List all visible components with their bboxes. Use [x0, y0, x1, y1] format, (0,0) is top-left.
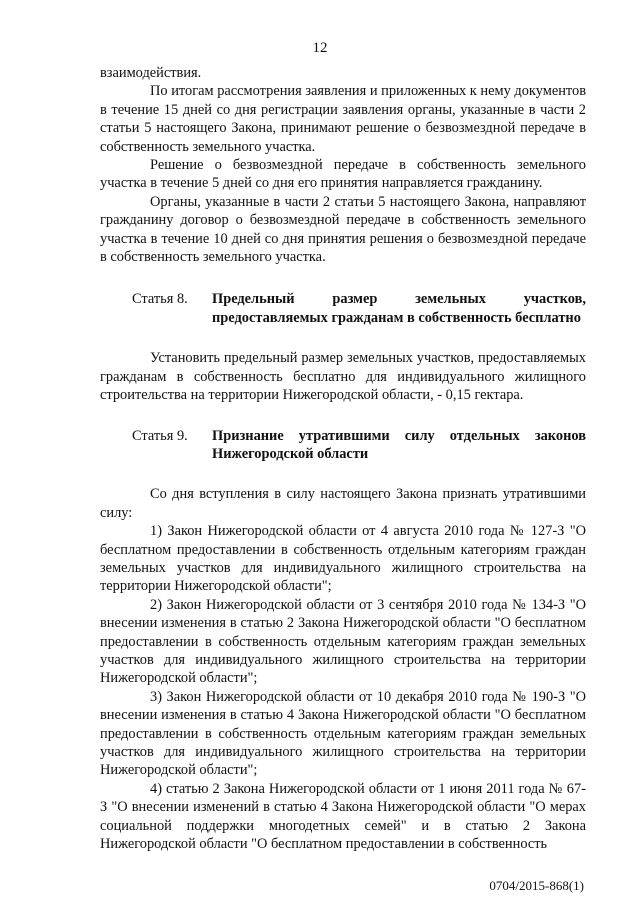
page-number: 12 — [312, 40, 328, 56]
list-item: 3) Закон Нижегородской области от 10 декабря 2010 года № 190-З "О внесении изменения в статью 4 Закона Нижегородской области "О бесплатном предоставлении в собственность отдельным категориям граждан земельных участков для индивидуального жилищного строительства на территории Нижегородской области"; — [100, 688, 586, 779]
paragraph: Решение о безвозмездной передаче в собственность земельного участка в течение 5 дней со дня его принятия направляется гражданину. — [100, 157, 586, 192]
document-body — [100, 64, 586, 853]
article-label: Статья 8. — [132, 291, 188, 308]
article-title: Предельный размер земельных участков, предоставляемых гражданам в собственность бесплатно — [212, 291, 586, 326]
paragraph: Установить предельный размер земельных участков, предоставляемых гражданам в собственность бесплатно для индивидуального жилищного строительства на территории Нижегородской области, - 0,15 гектара. — [100, 350, 586, 404]
paragraph: По итогам рассмотрения заявления и приложенных к нему документов в течение 15 дней со дня регистрации заявления органы, указанные в части 2 статьи 5 настоящего Закона, принимают решение о безвозмездной передаче в собственность земельного участка. — [100, 83, 586, 155]
list-item: 2) Закон Нижегородской области от 3 сентября 2010 года № 134-З "О внесении изменения в статью 2 Закона Нижегородской области "О бесплатном предоставлении в собственность отдельным категориям граждан земельных участков для индивидуального жилищного строительства на территории Нижегородской области"; — [100, 596, 586, 687]
paragraph: Со дня вступления в силу настоящего Закона признать утратившими силу: — [100, 486, 586, 521]
article-label: Статья 9. — [132, 427, 188, 444]
article-title: Признание утратившими силу отдельных законов Нижегородской области — [212, 427, 586, 462]
paragraph: Органы, указанные в части 2 статьи 5 настоящего Закона, направляют гражданину договор о безвозмездной передаче в собственность земельного участка в течение 10 дней со дня принятия решения о безвозмездной передаче в собственность земельного участка. — [100, 193, 586, 266]
article-9-heading — [100, 427, 586, 464]
list-item: 4) статью 2 Закона Нижегородской области от 1 июня 2011 года № 67-З "О внесении изменений в статью 4 Закона Нижегородской области "О мерах социальной поддержки многодетных семей" и в статью 2 Закона Нижегородской области "О бесплатном предоставлении в собственность — [100, 780, 586, 853]
list-item: 1) Закон Нижегородской области от 4 августа 2010 года № 127-З "О бесплатном предоставлении в собственность отдельным категориям граждан земельных участков для индивидуального жилищного строительства на территории Нижегородской области"; — [100, 523, 586, 595]
article-8-heading — [100, 290, 586, 327]
paragraph-continuation: взаимодействия. — [100, 65, 202, 81]
document-code: 0704/2015-868(1) — [489, 878, 584, 893]
